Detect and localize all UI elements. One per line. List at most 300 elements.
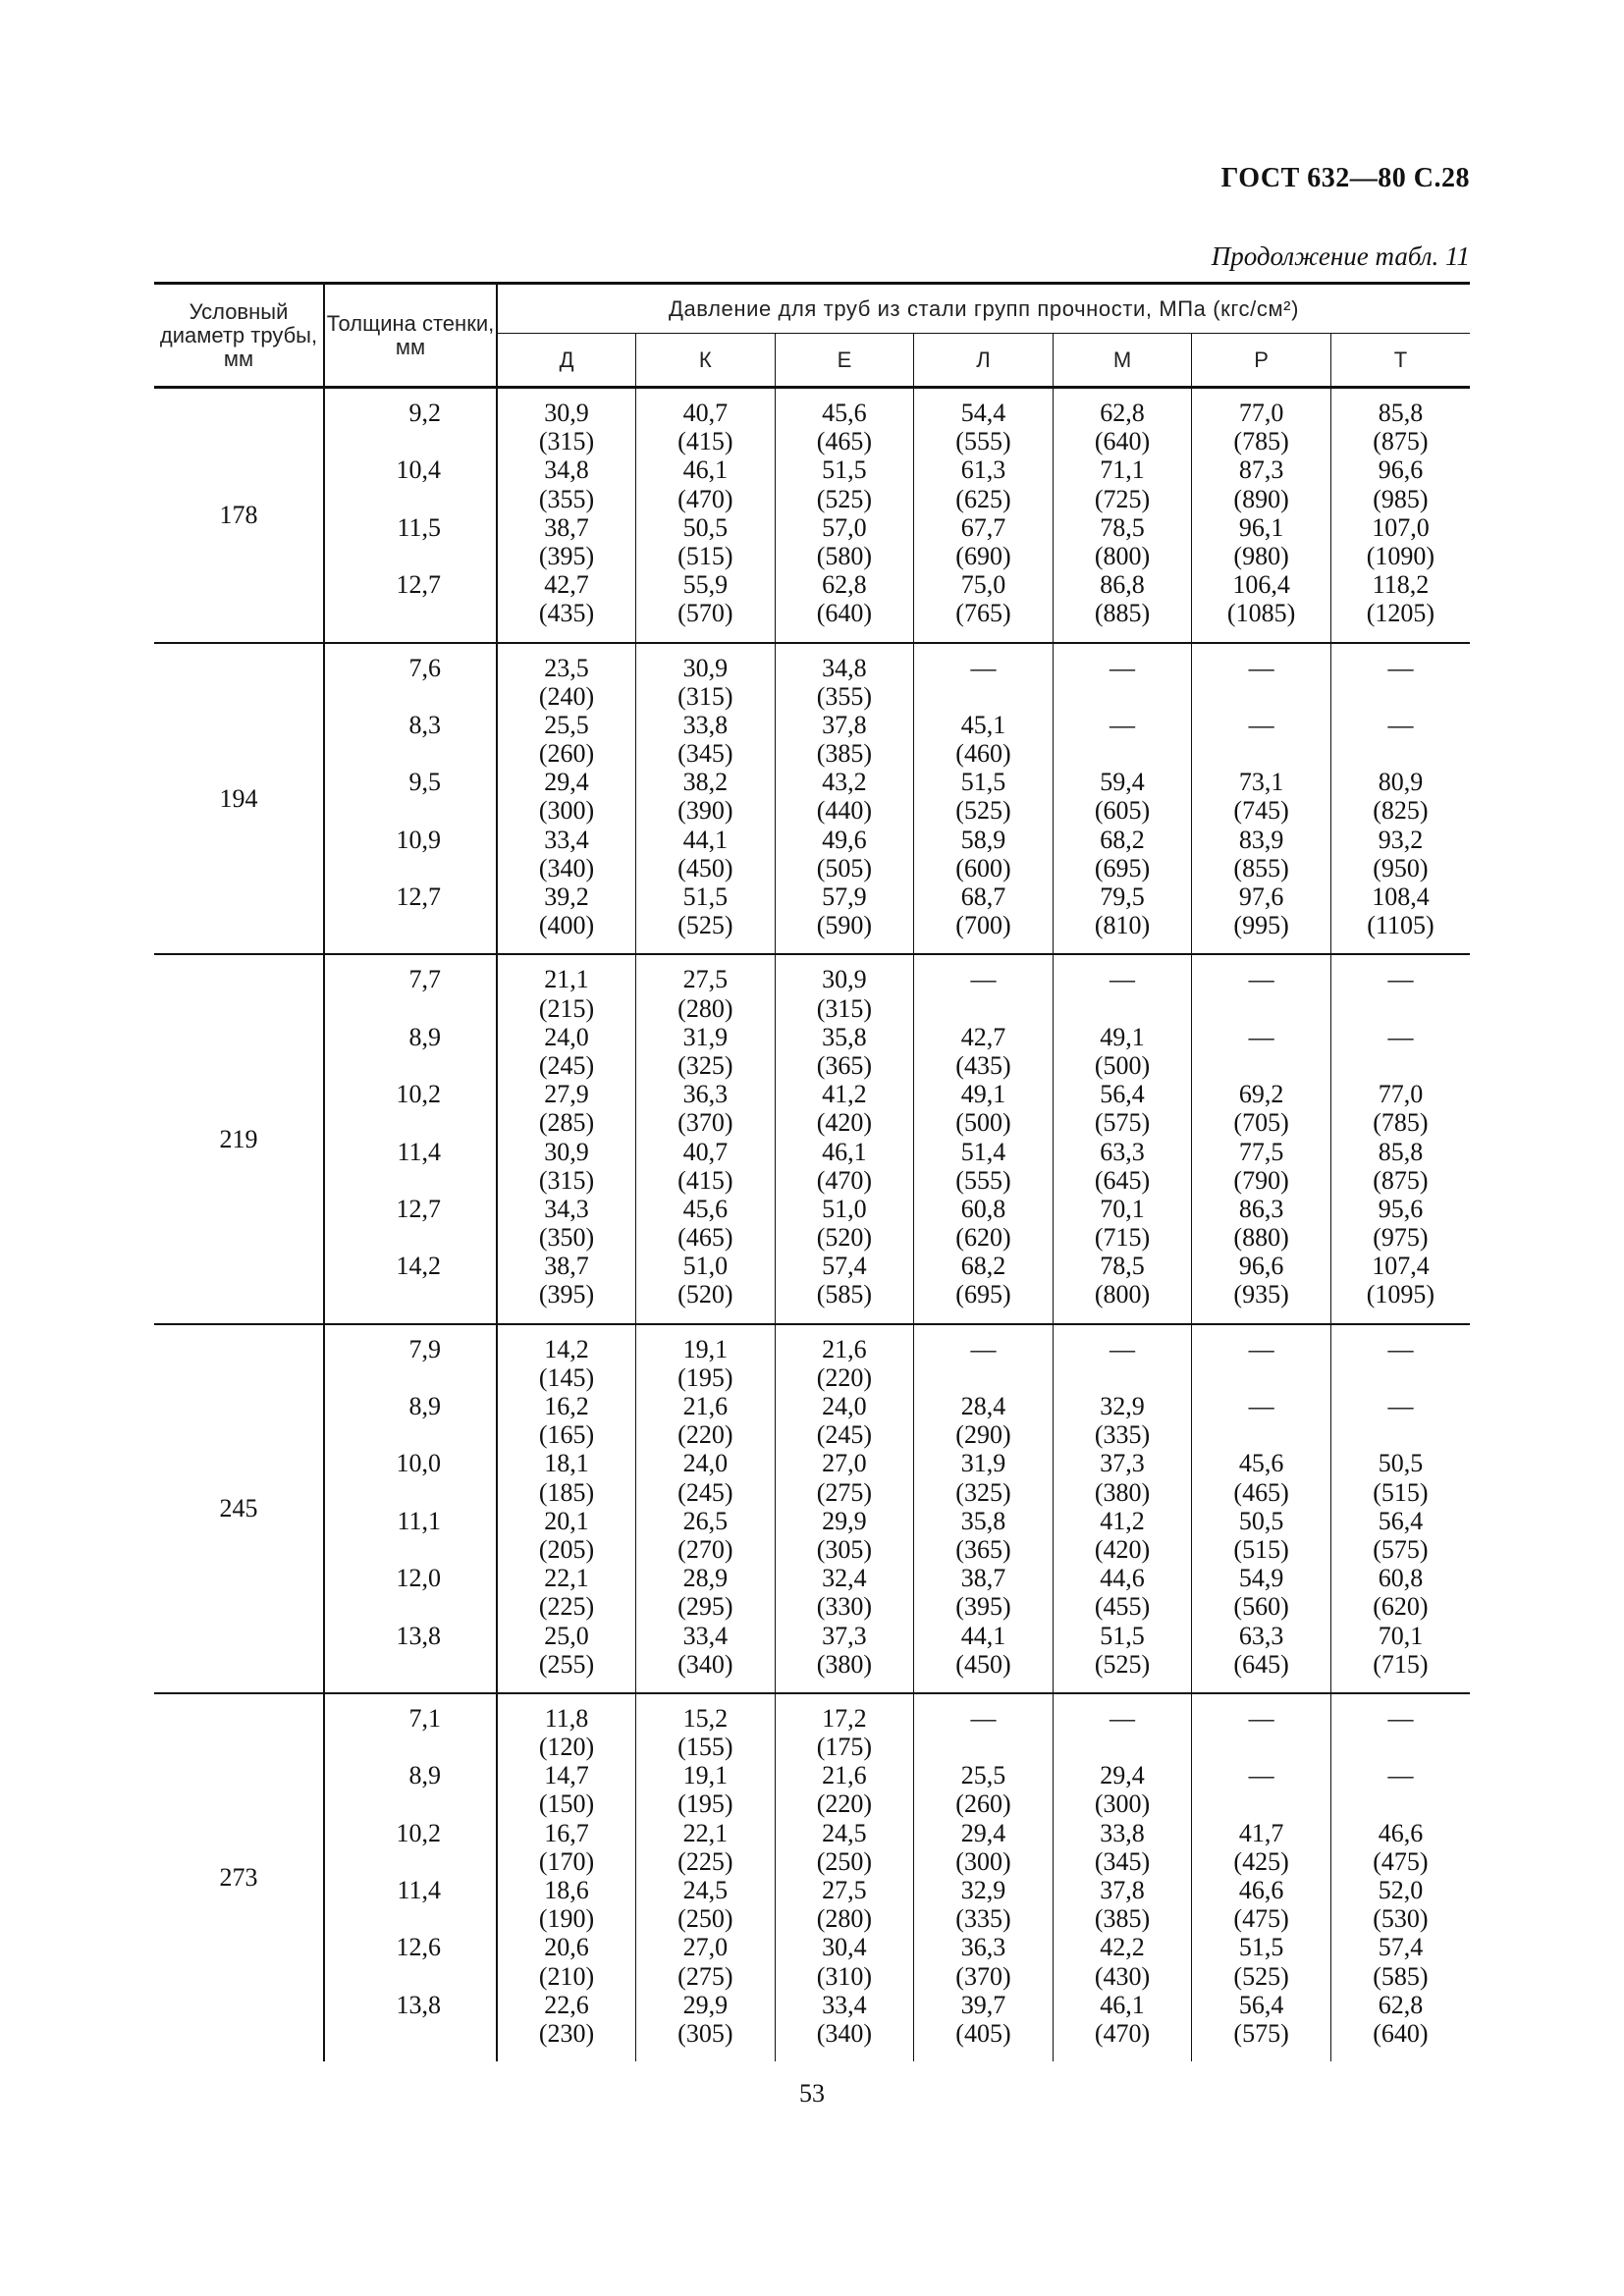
- thickness-value: [325, 599, 496, 627]
- pressure-cell: [1053, 1324, 1192, 1693]
- diameter-cell: 194: [154, 643, 324, 955]
- pressure-value: 50,5: [1238, 1506, 1284, 1535]
- pressure-value: —: [1248, 1392, 1274, 1420]
- pressure-value: (425): [1233, 1846, 1289, 1876]
- pressure-value: [1331, 1051, 1470, 1080]
- pressure-value: 34,3: [544, 1194, 589, 1223]
- pressure-value: 27,5: [822, 1876, 867, 1904]
- pressure-value: (170): [538, 1846, 595, 1876]
- pressure-value: 24,0: [544, 1022, 589, 1051]
- pressure-value: (325): [677, 1050, 733, 1080]
- thickness-value: [325, 1962, 496, 1991]
- pressure-value: (340): [677, 1649, 733, 1679]
- thickness-value: 7,6: [408, 653, 441, 682]
- pressure-value: 21,1: [544, 965, 589, 994]
- pressure-value: —: [970, 1703, 997, 1733]
- pressure-value: —: [1387, 1392, 1414, 1420]
- pressure-value: [1192, 1733, 1330, 1761]
- pressure-value: [1331, 739, 1470, 768]
- pressure-value: 77,0: [1238, 399, 1284, 427]
- thickness-value: 12,7: [396, 882, 441, 911]
- pressure-value: 86,8: [1100, 570, 1145, 600]
- pressure-value: (440): [816, 796, 873, 826]
- pressure-value: (220): [816, 1362, 873, 1392]
- pressure-value: (470): [677, 484, 733, 513]
- pressure-value: 33,4: [544, 825, 589, 854]
- pressure-value: 31,9: [960, 1449, 1006, 1478]
- pressure-value: 34,8: [822, 653, 867, 682]
- pressure-cell: [1053, 1693, 1192, 2061]
- pressure-value: 27,9: [544, 1080, 589, 1109]
- pressure-value: (245): [538, 1050, 595, 1080]
- pressure-value: (380): [816, 1649, 873, 1679]
- pressure-cell: [636, 1693, 776, 2061]
- thickness-value: [325, 427, 496, 455]
- pressure-value: (950): [1373, 853, 1429, 882]
- diameter-cell: 178: [154, 388, 324, 643]
- pressure-value: (580): [816, 541, 873, 570]
- pressure-value: 41,2: [822, 1080, 867, 1109]
- pressure-value: (275): [816, 1477, 873, 1507]
- pressure-value: (620): [1373, 1592, 1429, 1622]
- pressure-value: —: [1110, 710, 1136, 739]
- pressure-value: 83,9: [1238, 825, 1284, 854]
- pressure-value: (245): [677, 1477, 733, 1507]
- pressure-value: 18,1: [544, 1449, 589, 1478]
- pressure-cell: [497, 1324, 636, 1693]
- pressure-value: (370): [955, 1961, 1011, 1991]
- pressure-value: [914, 682, 1053, 711]
- pressure-value: 30,4: [822, 1933, 867, 1962]
- pressure-value: [1054, 682, 1192, 711]
- header-diameter: Условный диаметр трубы, мм: [154, 284, 324, 388]
- pressure-value: (215): [538, 993, 595, 1023]
- thickness-cell: [324, 954, 497, 1323]
- pressure-value: 49,1: [960, 1080, 1006, 1109]
- thickness-value: 8,9: [408, 1392, 441, 1420]
- pressure-value: (205): [538, 1534, 595, 1564]
- pressure-cell: [1053, 388, 1192, 643]
- pressure-value: 77,5: [1238, 1137, 1284, 1166]
- pressure-value: 80,9: [1378, 768, 1424, 797]
- pressure-value: 32,9: [1100, 1392, 1145, 1420]
- document-reference: ГОСТ 632—80 С.28: [1220, 163, 1470, 193]
- pressure-value: —: [1110, 1703, 1136, 1733]
- pressure-value: 30,9: [822, 965, 867, 994]
- header-grade: Р: [1192, 334, 1331, 388]
- pressure-cell: [775, 1693, 914, 2061]
- thickness-value: 8,3: [408, 710, 441, 739]
- pressure-value: 67,7: [960, 512, 1006, 542]
- header-grade: К: [636, 334, 776, 388]
- thickness-value: [325, 796, 496, 825]
- pressure-value: 16,2: [544, 1392, 589, 1420]
- pressure-cell: [636, 1324, 776, 1693]
- pressure-value: (520): [677, 1280, 733, 1309]
- pressure-value: [1331, 1789, 1470, 1818]
- thickness-value: 12,6: [396, 1933, 441, 1962]
- pressure-value: 44,6: [1100, 1564, 1145, 1593]
- pressure-value: (570): [677, 599, 733, 628]
- pressure-value: (525): [1094, 1649, 1151, 1679]
- thickness-value: [325, 1847, 496, 1876]
- pressure-value: [1192, 1420, 1330, 1449]
- pressure-value: —: [970, 1334, 997, 1363]
- pressure-cell: [1192, 643, 1331, 955]
- pressure-value: 35,8: [960, 1506, 1006, 1535]
- pressure-value: (785): [1373, 1108, 1429, 1138]
- pressure-value: (365): [955, 1534, 1011, 1564]
- pressure-value: 86,3: [1238, 1194, 1284, 1223]
- pressure-value: 78,5: [1100, 512, 1145, 542]
- pressure-value: (230): [538, 2018, 595, 2048]
- pressure-value: (520): [816, 1223, 873, 1253]
- pressure-value: 14,2: [544, 1334, 589, 1363]
- thickness-value: [325, 854, 496, 882]
- pressure-value: (555): [955, 1165, 1011, 1195]
- pressure-value: 49,6: [822, 825, 867, 854]
- thickness-value: 10,9: [396, 825, 441, 854]
- pressure-cell: [497, 954, 636, 1323]
- pressure-value: (470): [816, 1165, 873, 1195]
- thickness-value: 10,2: [396, 1080, 441, 1109]
- pressure-value: [1054, 1733, 1192, 1761]
- pressure-value: (175): [816, 1733, 873, 1762]
- pressure-value: [1331, 1420, 1470, 1449]
- pressure-value: 71,1: [1100, 455, 1145, 485]
- table-row-group: [154, 1693, 1470, 2061]
- thickness-value: 8,9: [408, 1022, 441, 1051]
- pressure-value: —: [1248, 965, 1274, 994]
- pressure-value: (1105): [1367, 911, 1435, 940]
- pressure-value: (315): [677, 681, 733, 711]
- pressure-value: —: [1248, 710, 1274, 739]
- pressure-value: 37,3: [822, 1621, 867, 1650]
- thickness-value: 10,2: [396, 1818, 441, 1847]
- pressure-value: 50,5: [682, 512, 729, 542]
- pressure-cell: [1192, 388, 1331, 643]
- pressure-value: (295): [677, 1592, 733, 1622]
- pressure-value: (705): [1233, 1108, 1289, 1138]
- pressure-value: 35,8: [822, 1022, 867, 1051]
- pressure-value: 54,9: [1238, 1564, 1284, 1593]
- pressure-value: 21,6: [822, 1761, 867, 1790]
- pressure-value: —: [1387, 653, 1414, 682]
- pressure-value: 31,9: [682, 1022, 729, 1051]
- pressure-value: (470): [1094, 2018, 1151, 2048]
- pressure-value: (765): [955, 599, 1011, 628]
- pressure-value: —: [1248, 1761, 1274, 1790]
- thickness-value: [325, 485, 496, 513]
- pressure-value: 63,3: [1100, 1137, 1145, 1166]
- thickness-value: [325, 1478, 496, 1507]
- pressure-value: 37,3: [1100, 1449, 1145, 1478]
- pressure-value: 46,1: [1100, 1990, 1145, 2019]
- pressure-value: (145): [538, 1362, 595, 1392]
- pressure-cell: [1192, 1693, 1331, 2061]
- pressure-value: —: [1110, 1334, 1136, 1363]
- pressure-value: 38,7: [960, 1564, 1006, 1593]
- pressure-value: 25,5: [960, 1761, 1006, 1790]
- pressure-value: 45,6: [682, 1194, 729, 1223]
- pressure-value: 68,2: [960, 1252, 1006, 1281]
- pressure-value: 49,1: [1100, 1022, 1145, 1051]
- pressure-value: 39,7: [960, 1990, 1006, 2019]
- pressure-table: [154, 282, 1470, 2061]
- pressure-value: 85,8: [1378, 399, 1424, 427]
- pressure-value: 36,3: [960, 1933, 1006, 1962]
- pressure-value: 51,5: [1238, 1933, 1284, 1962]
- pressure-value: 14,7: [544, 1761, 589, 1790]
- pressure-value: (345): [677, 739, 733, 769]
- pressure-value: (345): [1094, 1846, 1151, 1876]
- pressure-value: (385): [1094, 1904, 1151, 1934]
- pressure-value: 57,0: [822, 512, 867, 542]
- pressure-value: 56,4: [1100, 1080, 1145, 1109]
- pressure-value: 45,6: [1238, 1449, 1284, 1478]
- pressure-value: (350): [538, 1223, 595, 1253]
- pressure-value: (500): [955, 1108, 1011, 1138]
- pressure-cell: [636, 643, 776, 955]
- pressure-cell: [1330, 388, 1470, 643]
- pressure-value: [1192, 1789, 1330, 1818]
- pressure-value: (640): [1373, 2018, 1429, 2048]
- pressure-value: —: [1248, 1334, 1274, 1363]
- pressure-value: (695): [955, 1280, 1011, 1309]
- thickness-value: [325, 682, 496, 711]
- pressure-cell: [914, 643, 1054, 955]
- pressure-value: (465): [816, 427, 873, 456]
- pressure-value: (395): [538, 541, 595, 570]
- pressure-value: 97,6: [1238, 882, 1284, 911]
- pressure-value: 36,3: [682, 1080, 729, 1109]
- pressure-value: 29,4: [960, 1818, 1006, 1847]
- pressure-value: (975): [1373, 1223, 1429, 1253]
- pressure-value: (250): [816, 1846, 873, 1876]
- pressure-value: 28,4: [960, 1392, 1006, 1420]
- pressure-value: (575): [1373, 1534, 1429, 1564]
- pressure-value: (420): [816, 1108, 873, 1138]
- pressure-value: 106,4: [1232, 570, 1290, 600]
- table-row-group: [154, 1324, 1470, 1693]
- thickness-value: [325, 1789, 496, 1818]
- pressure-value: 55,9: [682, 570, 729, 600]
- thickness-value: 7,7: [408, 965, 441, 994]
- pressure-value: 96,6: [1378, 455, 1424, 485]
- pressure-value: 50,5: [1378, 1449, 1424, 1478]
- pressure-value: [1192, 739, 1330, 768]
- pressure-value: (340): [816, 2018, 873, 2048]
- thickness-value: [325, 1733, 496, 1761]
- pressure-value: 43,2: [822, 768, 867, 797]
- pressure-value: (405): [955, 2018, 1011, 2048]
- pressure-value: 11,8: [544, 1703, 589, 1733]
- pressure-value: 61,3: [960, 455, 1006, 485]
- table-caption: Продолжение табл. 11: [1211, 241, 1470, 271]
- pressure-value: 60,8: [1378, 1564, 1424, 1593]
- pressure-value: 107,4: [1372, 1252, 1430, 1281]
- pressure-value: 16,7: [544, 1818, 589, 1847]
- pressure-cell: [1330, 1693, 1470, 2061]
- pressure-value: 22,1: [544, 1564, 589, 1593]
- thickness-value: [325, 1166, 496, 1195]
- pressure-value: (605): [1094, 796, 1151, 826]
- pressure-value: (415): [677, 427, 733, 456]
- diameter-cell: 219: [154, 954, 324, 1323]
- header-grade: Л: [914, 334, 1054, 388]
- pressure-value: (980): [1233, 541, 1289, 570]
- pressure-value: 29,9: [822, 1506, 867, 1535]
- pressure-cell: [636, 954, 776, 1323]
- pressure-value: 77,0: [1378, 1080, 1424, 1109]
- pressure-value: (640): [1094, 427, 1151, 456]
- pressure-value: 63,3: [1238, 1621, 1284, 1650]
- thickness-value: [325, 1108, 496, 1137]
- pressure-cell: [497, 1693, 636, 2061]
- pressure-value: (1205): [1366, 599, 1435, 628]
- thickness-value: 13,8: [396, 1990, 441, 2019]
- pressure-value: (285): [538, 1108, 595, 1138]
- thickness-cell: [324, 643, 497, 955]
- pressure-value: 40,7: [682, 1137, 729, 1166]
- pressure-value: (395): [955, 1592, 1011, 1622]
- pressure-value: (330): [816, 1592, 873, 1622]
- pressure-value: (395): [538, 1280, 595, 1309]
- pressure-cell: [497, 388, 636, 643]
- thickness-value: [325, 1363, 496, 1392]
- pressure-value: 20,1: [544, 1506, 589, 1535]
- pressure-value: 17,2: [822, 1703, 867, 1733]
- thickness-value: 7,9: [408, 1334, 441, 1363]
- pressure-value: —: [1110, 653, 1136, 682]
- pressure-value: (515): [1233, 1534, 1289, 1564]
- pressure-value: (890): [1233, 484, 1289, 513]
- pressure-value: (390): [677, 796, 733, 826]
- pressure-value: (365): [816, 1050, 873, 1080]
- thickness-value: [325, 1280, 496, 1308]
- pressure-value: 38,7: [544, 1252, 589, 1281]
- thickness-value: 12,7: [396, 570, 441, 600]
- pressure-value: (880): [1233, 1223, 1289, 1253]
- thickness-value: [325, 1420, 496, 1449]
- pressure-value: (220): [677, 1420, 733, 1450]
- pressure-value: (155): [677, 1733, 733, 1762]
- pressure-value: 107,0: [1372, 512, 1430, 542]
- pressure-cell: [1053, 643, 1192, 955]
- pressure-value: (585): [1373, 1961, 1429, 1991]
- pressure-value: 69,2: [1238, 1080, 1284, 1109]
- table-row-group: [154, 388, 1470, 643]
- pressure-value: —: [1110, 965, 1136, 994]
- pressure-value: (995): [1233, 911, 1289, 940]
- thickness-value: [325, 1535, 496, 1564]
- pressure-value: 52,0: [1378, 1876, 1424, 1904]
- pressure-value: [1192, 1051, 1330, 1080]
- pressure-value: (300): [1094, 1789, 1151, 1819]
- pressure-value: 19,1: [682, 1761, 729, 1790]
- pressure-value: 32,4: [822, 1564, 867, 1593]
- pressure-value: 33,4: [822, 1990, 867, 2019]
- pressure-value: (195): [677, 1362, 733, 1392]
- pressure-value: (280): [816, 1904, 873, 1934]
- pressure-value: (515): [677, 541, 733, 570]
- pressure-value: 46,1: [682, 455, 729, 485]
- pressure-value: —: [1387, 1761, 1414, 1790]
- pressure-value: 32,9: [960, 1876, 1006, 1904]
- pressure-value: (590): [816, 911, 873, 940]
- pressure-value: [1331, 1363, 1470, 1392]
- pressure-value: 56,4: [1378, 1506, 1424, 1535]
- thickness-value: [325, 542, 496, 570]
- pressure-value: (695): [1094, 853, 1151, 882]
- pressure-value: 24,5: [682, 1876, 729, 1904]
- pressure-value: 40,7: [682, 399, 729, 427]
- pressure-value: (640): [816, 599, 873, 628]
- pressure-value: (530): [1373, 1904, 1429, 1934]
- pressure-cell: [497, 643, 636, 955]
- diameter-cell: 273: [154, 1693, 324, 2061]
- pressure-value: (245): [816, 1420, 873, 1450]
- pressure-value: (575): [1233, 2018, 1289, 2048]
- pressure-value: (335): [955, 1904, 1011, 1934]
- pressure-value: (300): [955, 1846, 1011, 1876]
- table-row-group: [154, 954, 1470, 1323]
- pressure-cell: [1330, 954, 1470, 1323]
- pressure-value: (420): [1094, 1534, 1151, 1564]
- pressure-value: (210): [538, 1961, 595, 1991]
- pressure-value: (370): [677, 1108, 733, 1138]
- thickness-value: [325, 1223, 496, 1252]
- pressure-value: 22,1: [682, 1818, 729, 1847]
- pressure-cell: [1053, 954, 1192, 1323]
- thickness-value: 9,5: [408, 768, 441, 797]
- pressure-value: (190): [538, 1904, 595, 1934]
- thickness-value: 11,4: [397, 1876, 441, 1904]
- pressure-value: (525): [816, 484, 873, 513]
- pressure-value: (430): [1094, 1961, 1151, 1991]
- pressure-value: 42,7: [960, 1022, 1006, 1051]
- pressure-value: 21,6: [682, 1392, 729, 1420]
- pressure-cell: [636, 388, 776, 643]
- pressure-value: 45,1: [960, 710, 1006, 739]
- pressure-value: (875): [1373, 427, 1429, 456]
- pressure-value: [1054, 739, 1192, 768]
- pressure-value: 41,2: [1100, 1506, 1145, 1535]
- pressure-value: (525): [1233, 1961, 1289, 1991]
- pressure-value: 18,6: [544, 1876, 589, 1904]
- pressure-value: (1095): [1366, 1280, 1435, 1309]
- pressure-value: (225): [677, 1846, 733, 1876]
- pressure-value: [1331, 1733, 1470, 1761]
- pressure-value: (400): [538, 911, 595, 940]
- pressure-value: (340): [538, 853, 595, 882]
- pressure-value: 54,4: [960, 399, 1006, 427]
- page-number: 53: [799, 2079, 825, 2108]
- pressure-value: (1090): [1366, 541, 1435, 570]
- pressure-value: (220): [816, 1789, 873, 1819]
- pressure-value: (1085): [1226, 599, 1296, 628]
- thickness-value: [325, 2019, 496, 2048]
- pressure-value: —: [1248, 1022, 1274, 1051]
- pressure-value: 51,0: [822, 1194, 867, 1223]
- pressure-value: 78,5: [1100, 1252, 1145, 1281]
- thickness-value: 12,0: [396, 1564, 441, 1593]
- pressure-value: 27,5: [682, 965, 729, 994]
- pressure-value: 29,4: [544, 768, 589, 797]
- pressure-value: —: [1387, 965, 1414, 994]
- pressure-value: 57,9: [822, 882, 867, 911]
- pressure-value: —: [1248, 653, 1274, 682]
